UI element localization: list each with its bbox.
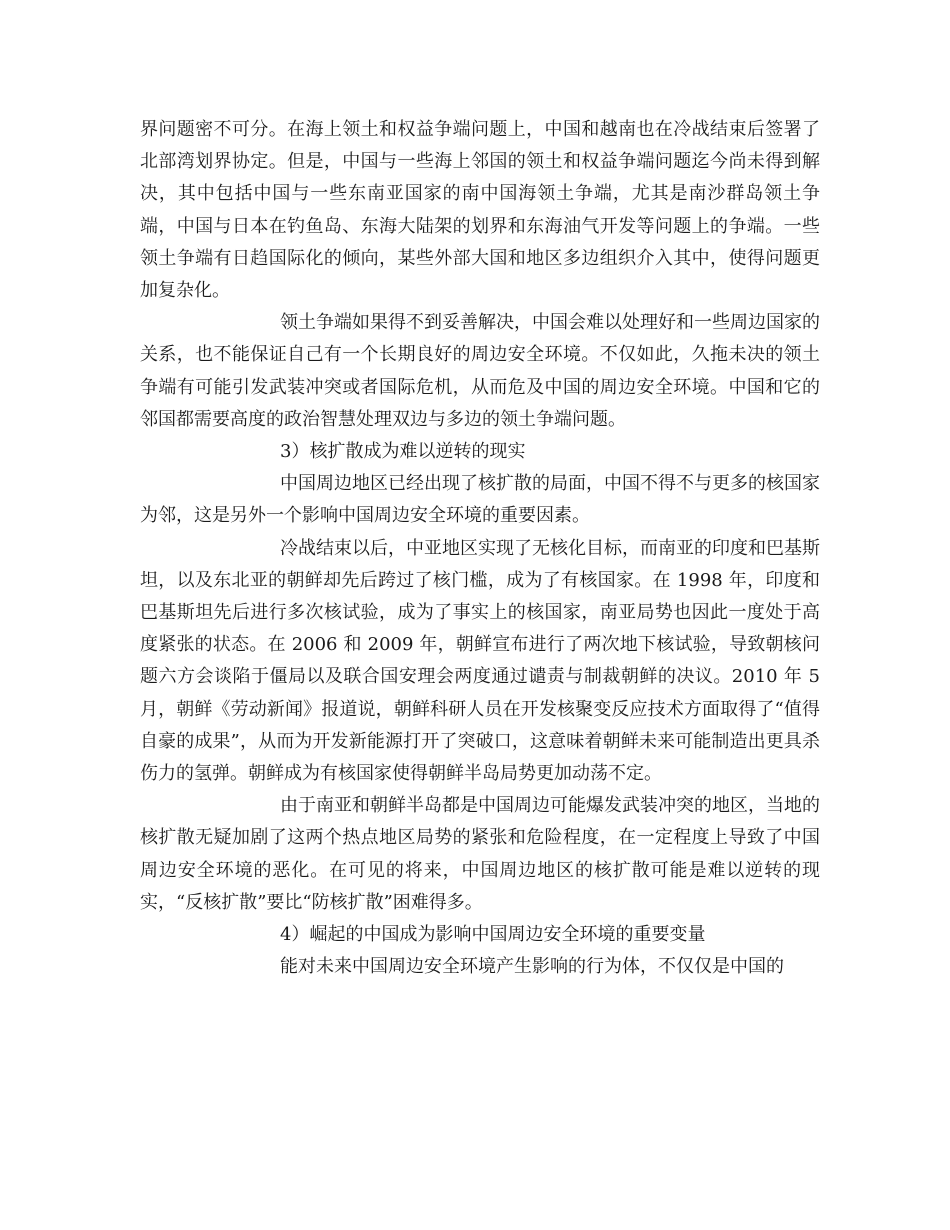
section-heading-nuclear-proliferation: 3）核扩散成为难以逆转的现实 [280, 441, 526, 463]
section-heading-rising-china: 4）崛起的中国成为影响中国周边安全环境的重要变量 [280, 924, 706, 946]
document-body [140, 114, 820, 983]
paragraph-nuclear-neighbors: 中国周边地区已经出现了核扩散的局面，中国不得不与更多的核国家为邻，这是另外一个影响中国周边安全环境的重要因素。 [140, 473, 820, 527]
paragraph-nuclear-hotspots: 由于南亚和朝鲜半岛都是中国周边可能爆发武装冲突的地区，当地的核扩散无疑加剧了这两个热点地区局势的紧张和危险程度，在一定程度上导致了中国周边安全环境的恶化。在可见的将来，中国周边地区的核扩散可能是难以逆转的现实，“反核扩散”要比“防核扩散”困难得多。 [140, 795, 820, 913]
paragraph-nuclear-history: 冷战结束以后，中亚地区实现了无核化目标，而南亚的印度和巴基斯坦，以及东北亚的朝鲜却先后跨过了核门槛，成为了有核国家。在 1998 年，印度和巴基斯坦先后进行多次核试验，成为了事实上的核国家，南亚局势也因此一度处于高度紧张的状态。在 2006 和 2009 年，朝鲜宣布进行了两次地下核试验，导致朝核问题六方会谈陷于僵局以及联合国安理会两度通过谴责与制裁朝鲜的决议。2010 年 5 月，朝鲜《劳动新闻》报道说，朝鲜科研人员在开发核聚变反应技术方面取得了“值得自豪的成果”，从而为开发新能源打开了突破口，这意味着朝鲜未来可能制造出更具杀伤力的氢弹。朝鲜成为有核国家使得朝鲜半岛局势更加动荡不定。 [140, 537, 820, 785]
paragraph-territorial-disputes-intro: 界问题密不可分。在海上领土和权益争端问题上，中国和越南也在冷战结束后签署了北部湾划界协定。但是，中国与一些海上邻国的领土和权益争端问题迄今尚未得到解决，其中包括中国与一些东南亚国家的南中国海领土争端，尤其是南沙群岛领土争端，中国与日本在钓鱼岛、东海大陆架的划界和东海油气开发等问题上的争端。一些领土争端有日趋国际化的倾向，某些外部大国和地区多边组织介入其中，使得问题更加复杂化。 [140, 119, 820, 302]
paragraph-actors: 能对未来中国周边安全环境产生影响的行为体，不仅仅是中国的 [280, 956, 784, 978]
paragraph-territorial-disputes-consequences: 领土争端如果得不到妥善解决，中国会难以处理好和一些周边国家的关系，也不能保证自己有一个长期良好的周边安全环境。不仅如此，久拖未决的领土争端有可能引发武装冲突或者国际危机，从而危及中国的周边安全环境。中国和它的邻国都需要高度的政治智慧处理双边与多边的领土争端问题。 [140, 312, 820, 430]
